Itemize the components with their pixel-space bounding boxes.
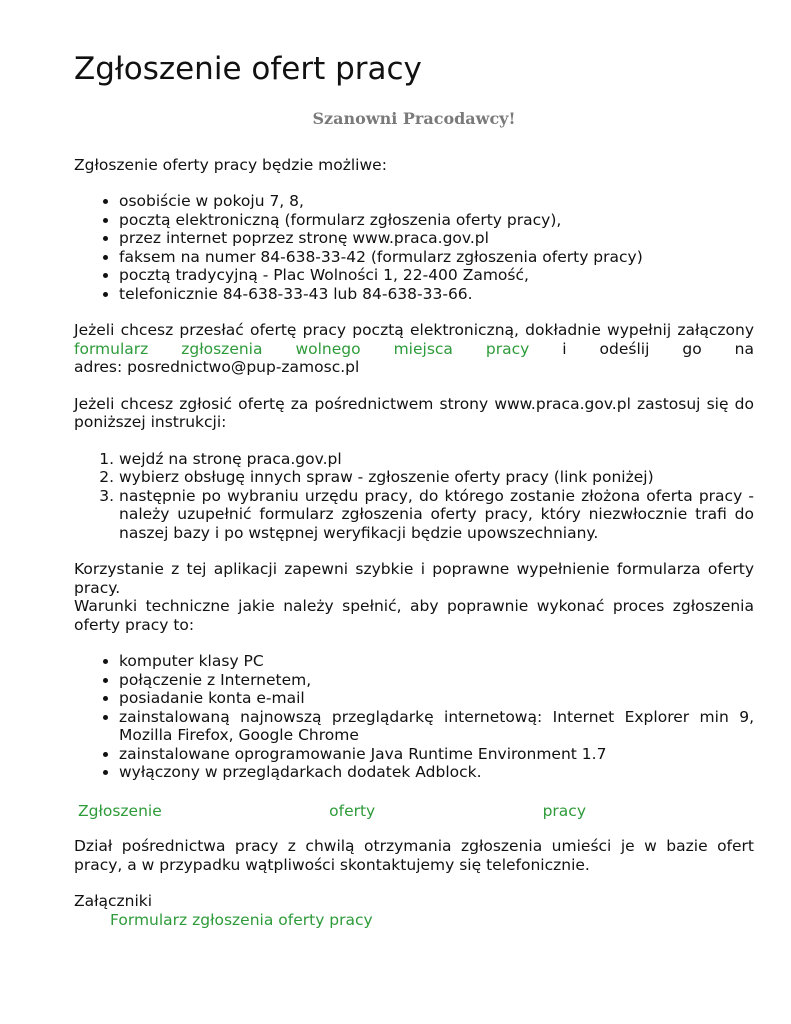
email-paragraph-line1: Jeżeli chcesz przesłać ofertę pracy pocztą elektroniczną, dokładnie wypełnij załączony: [74, 321, 754, 339]
attachments-list: [74, 911, 754, 930]
closing-paragraph: Dział pośrednictwa pracy z chwilą otrzymania zgłoszenia umieści je w bazie ofert pracy, a w przypadku wątpliwości skontaktujemy się telefonicznie.: [74, 837, 754, 874]
requirements-list: [74, 652, 754, 782]
email-paragraph-line2: [74, 340, 754, 359]
greeting: Szanowni Pracodawcy!: [312, 109, 516, 128]
offer-link-word[interactable]: oferty: [329, 801, 376, 820]
page-title: Zgłoszenie ofert pracy: [74, 51, 422, 87]
web-paragraph: Jeżeli chcesz zgłosić ofertę za pośrednictwem strony www.praca.gov.pl zastosuj się do poniższej instrukcji:: [74, 394, 754, 431]
methods-list: [74, 192, 754, 303]
list-item: • wyłączony w przeglądarkach dodatek Adblock.: [119, 763, 754, 782]
document-page: [74, 50, 754, 929]
form-link[interactable]: formularz zgłoszenia wolnego miejsca pracy: [74, 339, 530, 358]
attachments-label: Załączniki: [74, 892, 153, 910]
app-paragraph: Korzystanie z tej aplikacji zapewni szybkie i poprawne wypełnienie formularza oferty pracy.: [74, 560, 754, 597]
email-paragraph-after-link: i odeślij go na: [562, 339, 754, 358]
list-item: 2. wybierz obsługę innych spraw - zgłoszenie oferty pracy (link poniżej): [119, 468, 754, 487]
list-item: • zainstalowane oprogramowanie Java Runtime Environment 1.7: [119, 745, 754, 764]
list-item: • pocztą tradycyjną - Plac Wolności 1, 22-400 Zamość,: [119, 266, 754, 285]
email-paragraph-line3: adres: posrednictwo@pup-zamosc.pl: [74, 358, 360, 376]
offer-link[interactable]: [74, 802, 754, 821]
list-item: • komputer klasy PC: [119, 652, 754, 671]
list-item: • zainstalowaną najnowszą przeglądarkę internetową: Internet Explorer min 9, Mozilla Firefox, Google Chrome: [119, 708, 754, 745]
offer-link-word[interactable]: pracy: [542, 801, 586, 820]
attachment-link[interactable]: Formularz zgłoszenia oferty pracy: [110, 910, 373, 929]
steps-list: [74, 450, 754, 543]
list-item: • przez internet poprzez stronę www.praca.gov.pl: [119, 229, 754, 248]
list-item: • telefonicznie 84-638-33-43 lub 84-638-33-66.: [119, 285, 754, 304]
list-item: • faksem na numer 84-638-33-42 (formularz zgłoszenia oferty pracy): [119, 248, 754, 267]
list-item: • osobiście w pokoju 7, 8,: [119, 192, 754, 211]
list-item: • połączenie z Internetem,: [119, 671, 754, 690]
offer-link-word[interactable]: Zgłoszenie: [78, 801, 162, 820]
list-item: 1. wejdź na stronę praca.gov.pl: [119, 450, 754, 469]
list-item: • posiadanie konta e-mail: [119, 689, 754, 708]
email-paragraph: [74, 321, 754, 377]
requirements-intro: Warunki techniczne jakie należy spełnić, aby poprawnie wykonać proces zgłoszenia oferty pracy to:: [74, 597, 754, 634]
list-item: • pocztą elektroniczną (formularz zgłoszenia oferty pracy),: [119, 211, 754, 230]
list-item: 3. następnie po wybraniu urzędu pracy, do którego zostanie złożona oferta pracy - należy uzupełnić formularz zgłoszenia oferty pracy, który niezwłocznie trafi do naszej bazy i po wstępnej weryfikacji będzie upowszechniany.: [119, 487, 754, 543]
intro-text: Zgłoszenie oferty pracy będzie możliwe:: [74, 155, 387, 174]
